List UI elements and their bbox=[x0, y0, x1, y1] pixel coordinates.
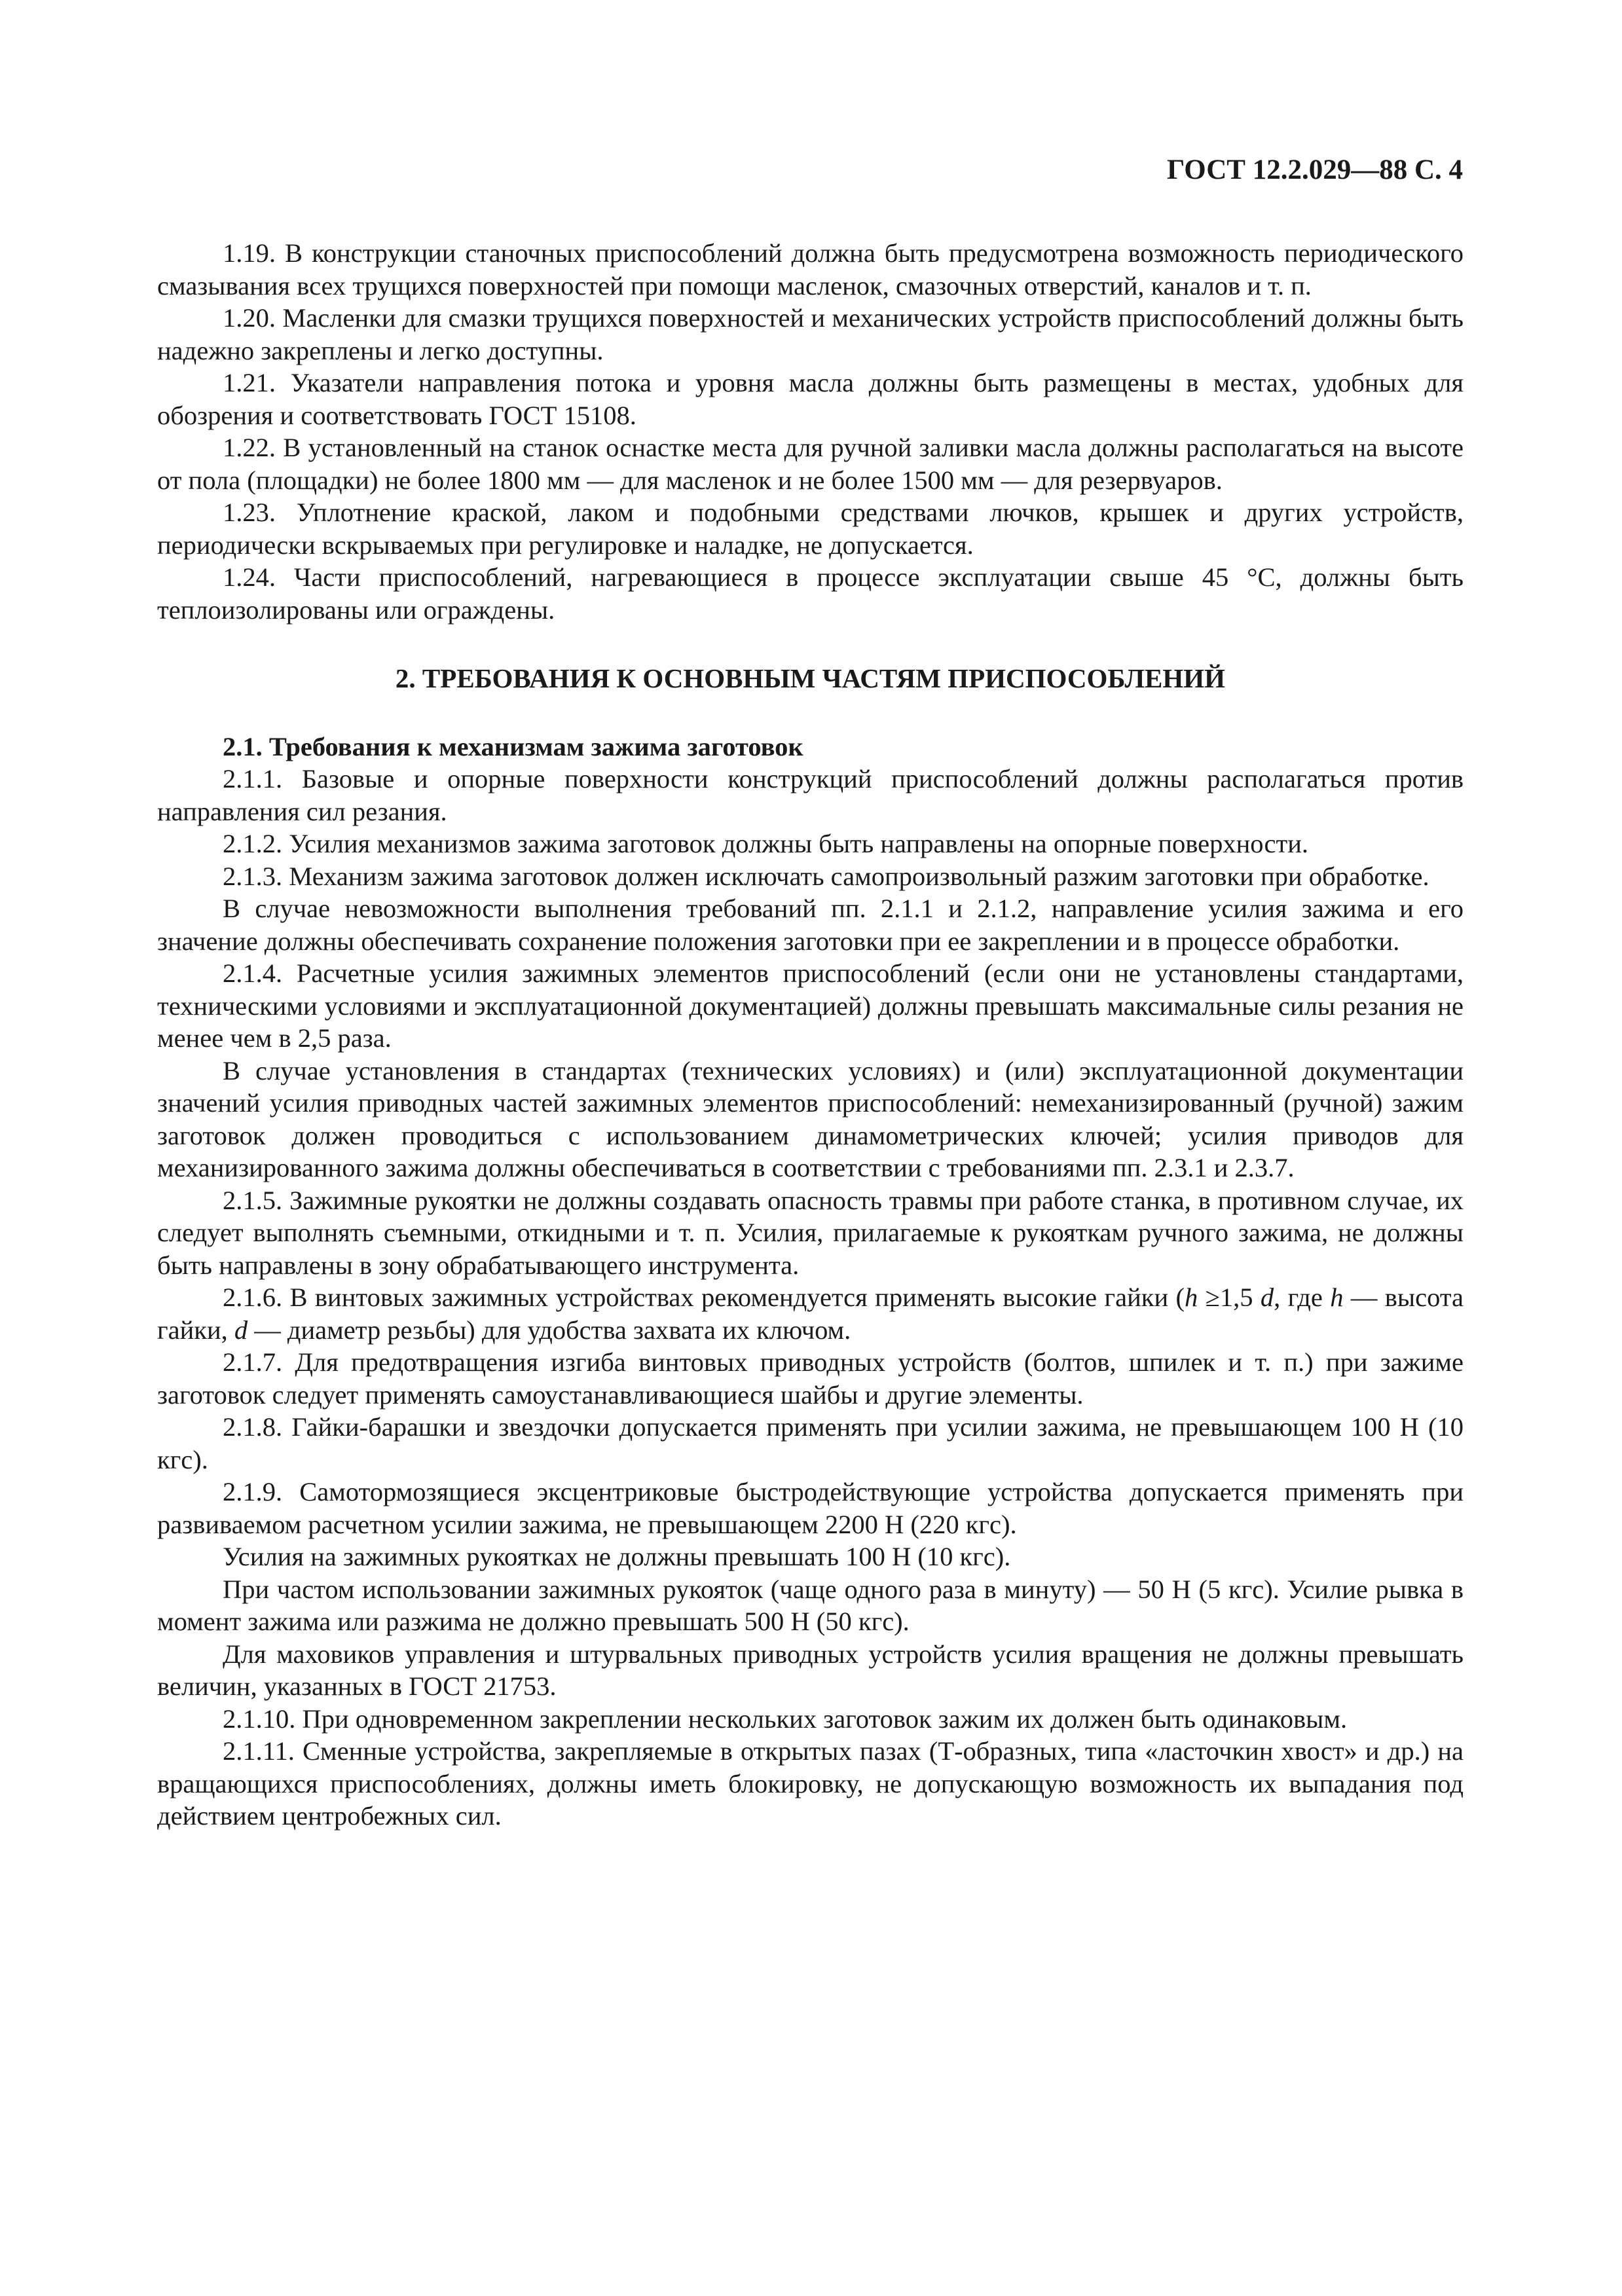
symbol-h: h bbox=[1185, 1283, 1198, 1312]
paragraph-2-1-7: 2.1.7. Для предотвращения изгиба винтовых приводных устройств (болтов, шпилек и т. п.) при зажиме заготовок следует применять самоустанавливающиеся шайбы и другие элементы. bbox=[157, 1347, 1464, 1410]
paragraph-2-1-4-continued: В случае установления в стандартах (технических условиях) и (или) эксплуатационной документации значений усилия приводных частей зажимных элементов приспособлений: немеханизированный (ручной) зажим заготовок должен проводиться с использованием динамометрических ключей; усилия приводов для механизированного зажима должны обеспечиваться в соответствии с требованиями пп. 2.3.1 и 2.3.7. bbox=[157, 1055, 1464, 1182]
text-segment: — высота гайки, bbox=[157, 1283, 1464, 1345]
paragraph-1-24: 1.24. Части приспособлений, нагревающиеся в процессе эксплуатации свыше 45 °С, должны быть теплоизолированы или ограждены. bbox=[157, 562, 1464, 625]
paragraph-2-1-8: 2.1.8. Гайки-барашки и звездочки допускается применять при усилии зажима, не превышающем 100 Н (10 кгс). bbox=[157, 1412, 1464, 1474]
symbol-d: d bbox=[1260, 1283, 1274, 1312]
text-segment: 2.1.6. В винтовых зажимных устройствах рекомендуется применять высокие гайки ( bbox=[223, 1283, 1185, 1312]
paragraph-1-22: 1.22. В установленный на станок оснастке места для ручной заливки масла должны располагаться на высоте от пола (площадки) не более 1800 мм — для масленок и не более 1500 мм — для резервуаров. bbox=[157, 433, 1464, 495]
running-header: ГОСТ 12.2.029—88 С. 4 bbox=[1166, 155, 1463, 185]
paragraph-2-1-9-handles: Усилия на зажимных рукоятках не должны превышать 100 Н (10 кгс). bbox=[223, 1542, 1011, 1571]
text-segment: ≥1,5 bbox=[1198, 1283, 1261, 1312]
paragraph-2-1-5: 2.1.5. Зажимные рукоятки не должны создавать опасность травмы при работе станка, в противном случае, их следует выполнять съемными, откидными и т. п. Усилия, прилагаемые к рукояткам ручного зажима, не должны быть направлены в зону обрабатывающего инструмента. bbox=[157, 1185, 1464, 1280]
section-2-heading: 2. ТРЕБОВАНИЯ К ОСНОВНЫМ ЧАСТЯМ ПРИСПОСОБЛЕНИЙ bbox=[395, 663, 1226, 693]
symbol-d: d bbox=[234, 1315, 248, 1345]
paragraph-2-1-3-continued: В случае невозможности выполнения требований пп. 2.1.1 и 2.1.2, направление усилия зажима и его значение должны обеспечивать сохранение положения заготовки при ее закреплении и в процессе обработки. bbox=[157, 894, 1464, 956]
paragraph-2-1-11: 2.1.11. Сменные устройства, закрепляемые в открытых пазах (Т-образных, типа «ласточкин хвост» и др.) на вращающихся приспособлениях, должны иметь блокировку, не допускающую возможность их выпадания под действием центробежных сил. bbox=[157, 1736, 1464, 1831]
paragraph-2-1-6 bbox=[157, 1281, 1464, 1346]
paragraph-2-1-2: 2.1.2. Усилия механизмов зажима заготовок должны быть направлены на опорные поверхности. bbox=[223, 829, 1309, 858]
paragraph-1-19: 1.19. В конструкции станочных приспособлений должна быть предусмотрена возможность периодического смазывания всех трущихся поверхностей при помощи масленок, смазочных отверстий, каналов и т. п. bbox=[157, 238, 1464, 301]
paragraph-2-1-10: 2.1.10. При одновременном закреплении нескольких заготовок зажим их должен быть одинаковым. bbox=[223, 1704, 1348, 1734]
paragraph-1-21: 1.21. Указатели направления потока и уровня масла должны быть размещены в местах, удобных для обозрения и соответствовать ГОСТ 15108. bbox=[157, 368, 1464, 430]
body-text bbox=[157, 237, 1464, 1832]
paragraph-1-20: 1.20. Масленки для смазки трущихся поверхностей и механических устройств приспособлений должны быть надежно закреплены и легко доступны. bbox=[157, 303, 1464, 365]
paragraph-2-1-9: 2.1.9. Самотормозящиеся эксцентриковые быстродействующие устройства допускается применять при развиваемом расчетном усилии зажима, не превышающем 2200 Н (220 кгс). bbox=[157, 1477, 1464, 1539]
subsection-2-1-heading bbox=[157, 731, 1464, 763]
paragraph-2-1-4: 2.1.4. Расчетные усилия зажимных элементов приспособлений (если они не установлены стандартами, техническими условиями и эксплуатационной документацией) должны превышать максимальные силы резания не менее чем в 2,5 раза. bbox=[157, 958, 1464, 1053]
paragraph-2-1-1: 2.1.1. Базовые и опорные поверхности конструкций приспособлений должны располагаться против направления сил резания. bbox=[157, 764, 1464, 826]
subsection-2-1-title: 2.1. Требования к механизмам зажима заготовок bbox=[223, 731, 803, 761]
text-segment: — диаметр резьбы) для удобства захвата их ключом. bbox=[248, 1315, 851, 1345]
paragraph-2-1-9-frequent: При частом использовании зажимных рукояток (чаще одного раза в минуту) — 50 Н (5 кгс). Усилие рывка в момент зажима или разжима не должно превышать 500 Н (50 кгс). bbox=[157, 1574, 1464, 1636]
symbol-h: h bbox=[1330, 1283, 1344, 1312]
paragraph-2-1-9-handwheels: Для маховиков управления и штурвальных приводных устройств усилия вращения не должны превышать величин, указанных в ГОСТ 21753. bbox=[157, 1639, 1464, 1701]
paragraph-1-23: 1.23. Уплотнение краской, лаком и подобными средствами лючков, крышек и других устройств, периодически вскрываемых при регулировке и наладке, не допускается. bbox=[157, 498, 1464, 560]
text-segment: , где bbox=[1274, 1283, 1331, 1312]
paragraph-2-1-3: 2.1.3. Механизм зажима заготовок должен исключать самопроизвольный разжим заготовки при обработке. bbox=[223, 861, 1429, 891]
